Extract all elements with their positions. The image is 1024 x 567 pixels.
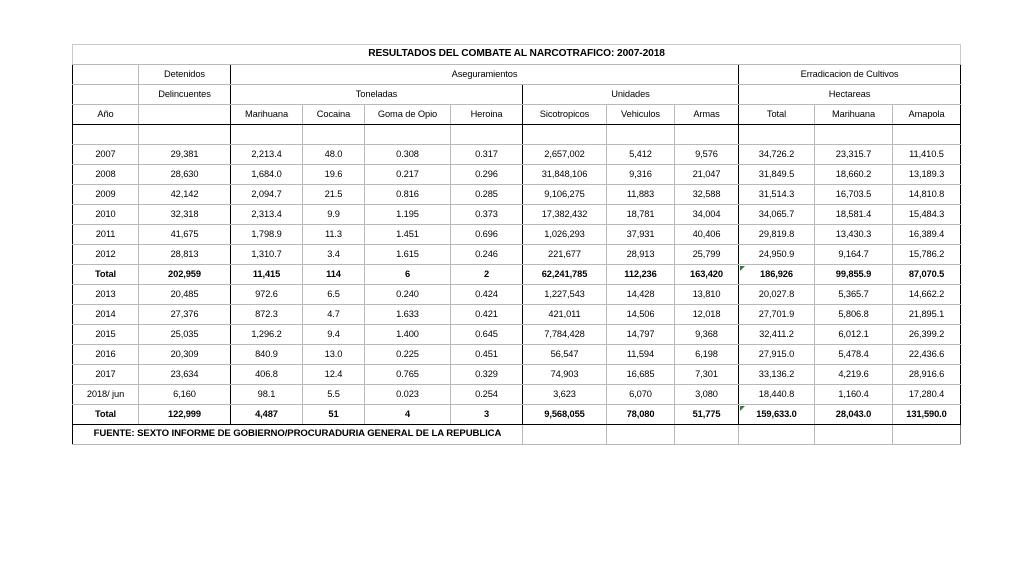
- cell-value: 5,412: [607, 145, 675, 165]
- cell-value: 34,065.7: [739, 205, 815, 225]
- cell-value: 11.3: [303, 225, 365, 245]
- cell-value: 0.329: [451, 365, 523, 385]
- spacer-cell: [815, 125, 893, 145]
- cell-value: 1,798.9: [231, 225, 303, 245]
- cell-value: 24,950.9: [739, 245, 815, 265]
- spacer-cell: [73, 125, 139, 145]
- cell-value: 0.373: [451, 205, 523, 225]
- cell-value: 14,662.2: [893, 285, 961, 305]
- source-blank-cell: [893, 425, 961, 445]
- cell-value: 18,440.8: [739, 385, 815, 405]
- cell-value: 5.5: [303, 385, 365, 405]
- row-label-2017: 2017: [73, 365, 139, 385]
- header-group-erradicacion: Erradicacion de Cultivos: [739, 65, 961, 85]
- cell-value: 421,011: [523, 305, 607, 325]
- cell-value: 1,160.4: [815, 385, 893, 405]
- cell-value: 6: [365, 265, 451, 285]
- table-row: [73, 225, 961, 245]
- spacer-cell: [451, 125, 523, 145]
- spacer-cell: [675, 125, 739, 145]
- header-group-detenidos: Detenidos: [139, 65, 231, 85]
- cell-value: 0.217: [365, 165, 451, 185]
- cell-value: 163,420: [675, 265, 739, 285]
- cell-value: 4.7: [303, 305, 365, 325]
- cell-value: 1.451: [365, 225, 451, 245]
- cell-value: 5,478.4: [815, 345, 893, 365]
- header-col-uni-vehiculos: Vehiculos: [607, 105, 675, 125]
- cell-value: 872.3: [231, 305, 303, 325]
- cell-value: 98.1: [231, 385, 303, 405]
- header-unit-row: [73, 85, 961, 105]
- cell-value: 33,136.2: [739, 365, 815, 385]
- cell-value: 2,657,002: [523, 145, 607, 165]
- cell-value: 0.254: [451, 385, 523, 405]
- cell-value: 12.4: [303, 365, 365, 385]
- cell-value: 0.645: [451, 325, 523, 345]
- source-blank-cell: [523, 425, 607, 445]
- cell-value: 12,018: [675, 305, 739, 325]
- cell-value: 13,430.3: [815, 225, 893, 245]
- cell-value: 0.246: [451, 245, 523, 265]
- header-col-hec-amapola: Amapola: [893, 105, 961, 125]
- table-row: [73, 245, 961, 265]
- cell-value: 29,381: [139, 145, 231, 165]
- cell-value: 9,164.7: [815, 245, 893, 265]
- cell-value: 9,316: [607, 165, 675, 185]
- cell-value: 37,931: [607, 225, 675, 245]
- source-blank-cell: [739, 425, 815, 445]
- cell-value: 28,913: [607, 245, 675, 265]
- cell-value: 5,806.8: [815, 305, 893, 325]
- table-row: [73, 165, 961, 185]
- cell-value: 20,485: [139, 285, 231, 305]
- cell-value: 27,376: [139, 305, 231, 325]
- cell-value: 28,916.6: [893, 365, 961, 385]
- cell-value: 11,415: [231, 265, 303, 285]
- cell-value: 21,047: [675, 165, 739, 185]
- cell-value: 18,781: [607, 205, 675, 225]
- spacer-cell: [893, 125, 961, 145]
- cell-value: 17,382,432: [523, 205, 607, 225]
- table-row: [73, 365, 961, 385]
- cell-value: 16,685: [607, 365, 675, 385]
- cell-value: 6,070: [607, 385, 675, 405]
- row-label-2008: 2008: [73, 165, 139, 185]
- cell-value: 2,313.4: [231, 205, 303, 225]
- cell-value: 4: [365, 405, 451, 425]
- table-row: [73, 145, 961, 165]
- spacer-cell: [231, 125, 303, 145]
- header-col-ton-heroina: Heroina: [451, 105, 523, 125]
- cell-value: 0.296: [451, 165, 523, 185]
- source-blank-cell: [815, 425, 893, 445]
- header-col-uni-armas: Armas: [675, 105, 739, 125]
- cell-value: 74,903: [523, 365, 607, 385]
- cell-value: 26,399.2: [893, 325, 961, 345]
- header-group-row: [73, 65, 961, 85]
- cell-value: 9,106,275: [523, 185, 607, 205]
- cell-value: 2,094.7: [231, 185, 303, 205]
- cell-value: 202,959: [139, 265, 231, 285]
- cell-value: 0.424: [451, 285, 523, 305]
- error-flag-icon: [740, 266, 745, 271]
- cell-value: 25,799: [675, 245, 739, 265]
- cell-value: 1,227,543: [523, 285, 607, 305]
- cell-value: 22,436.6: [893, 345, 961, 365]
- cell-value: 159,633.0: [739, 405, 815, 425]
- cell-value: 14,506: [607, 305, 675, 325]
- cell-value: 27,701.9: [739, 305, 815, 325]
- source-blank-cell: [607, 425, 675, 445]
- cell-value: 18,660.2: [815, 165, 893, 185]
- cell-value: 1,684.0: [231, 165, 303, 185]
- cell-value: 0.225: [365, 345, 451, 365]
- spacer-cell: [365, 125, 451, 145]
- spacer-cell: [739, 125, 815, 145]
- cell-value: 186,926: [739, 265, 815, 285]
- cell-value: 31,514.3: [739, 185, 815, 205]
- cell-value: 406.8: [231, 365, 303, 385]
- row-label-2011: 2011: [73, 225, 139, 245]
- cell-value: 0.240: [365, 285, 451, 305]
- cell-value: 21.5: [303, 185, 365, 205]
- cell-value: 9.9: [303, 205, 365, 225]
- cell-value: 41,675: [139, 225, 231, 245]
- narcotrafico-results-table: [72, 44, 961, 445]
- cell-value: 0.317: [451, 145, 523, 165]
- cell-value: 20,027.8: [739, 285, 815, 305]
- cell-value: 34,726.2: [739, 145, 815, 165]
- cell-value: 0.421: [451, 305, 523, 325]
- cell-value: 18,581.4: [815, 205, 893, 225]
- cell-value: 20,309: [139, 345, 231, 365]
- cell-value: 7,301: [675, 365, 739, 385]
- cell-value: 6,160: [139, 385, 231, 405]
- cell-value: 0.308: [365, 145, 451, 165]
- source-note: FUENTE: SEXTO INFORME DE GOBIERNO/PROCURADURIA GENERAL DE LA REPUBLICA: [73, 425, 523, 445]
- header-col-ano: Año: [73, 105, 139, 125]
- table-title-row: [73, 45, 961, 65]
- cell-value: 51,775: [675, 405, 739, 425]
- cell-value: 7,784,428: [523, 325, 607, 345]
- cell-value: 0.451: [451, 345, 523, 365]
- table-body: [73, 145, 961, 425]
- cell-value: 1.615: [365, 245, 451, 265]
- header-sub-hectareas: Hectareas: [739, 85, 961, 105]
- spacer-cell: [523, 125, 607, 145]
- row-label-2016: 2016: [73, 345, 139, 365]
- row-label-2013: 2013: [73, 285, 139, 305]
- cell-value: 11,883: [607, 185, 675, 205]
- table-row: [73, 205, 961, 225]
- cell-value: 0.816: [365, 185, 451, 205]
- cell-value: 15,786.2: [893, 245, 961, 265]
- table-row: [73, 185, 961, 205]
- cell-value: 122,999: [139, 405, 231, 425]
- cell-value: 1,026,293: [523, 225, 607, 245]
- cell-value: 1.633: [365, 305, 451, 325]
- cell-value: 62,241,785: [523, 265, 607, 285]
- source-blank-cell: [675, 425, 739, 445]
- cell-value: 16,703.5: [815, 185, 893, 205]
- cell-value: 3.4: [303, 245, 365, 265]
- row-label-2009: 2009: [73, 185, 139, 205]
- cell-value: 17,280.4: [893, 385, 961, 405]
- cell-value: 31,849.5: [739, 165, 815, 185]
- header-unit-blank: [73, 85, 139, 105]
- cell-value: 56,547: [523, 345, 607, 365]
- cell-value: 9,368: [675, 325, 739, 345]
- cell-value: 48.0: [303, 145, 365, 165]
- cell-value: 4,219.6: [815, 365, 893, 385]
- cell-value: 3,623: [523, 385, 607, 405]
- cell-value: 21,895.1: [893, 305, 961, 325]
- cell-value: 131,590.0: [893, 405, 961, 425]
- row-label-total: Total: [73, 265, 139, 285]
- row-label-2014: 2014: [73, 305, 139, 325]
- cell-value: 0.285: [451, 185, 523, 205]
- cell-value: 99,855.9: [815, 265, 893, 285]
- table-row: [73, 285, 961, 305]
- cell-value: 6.5: [303, 285, 365, 305]
- cell-value: 9.4: [303, 325, 365, 345]
- cell-value: 3: [451, 405, 523, 425]
- source-row: [73, 425, 961, 445]
- cell-value: 3,080: [675, 385, 739, 405]
- row-label-2018-jun: 2018/ jun: [73, 385, 139, 405]
- cell-value: 29,819.8: [739, 225, 815, 245]
- header-col-ton-marihuana: Marihuana: [231, 105, 303, 125]
- cell-value: 114: [303, 265, 365, 285]
- table-row: [73, 345, 961, 365]
- cell-value: 13,189.3: [893, 165, 961, 185]
- row-label-2007: 2007: [73, 145, 139, 165]
- header-col-ton-cocaina: Cocaina: [303, 105, 365, 125]
- cell-value: 14,428: [607, 285, 675, 305]
- cell-value: 42,142: [139, 185, 231, 205]
- header-col-hec-total: Total: [739, 105, 815, 125]
- header-col-ton-goma-de-opio: Goma de Opio: [365, 105, 451, 125]
- cell-value: 5,365.7: [815, 285, 893, 305]
- cell-value: 87,070.5: [893, 265, 961, 285]
- cell-value: 1.400: [365, 325, 451, 345]
- cell-value: 27,915.0: [739, 345, 815, 365]
- cell-value: 23,315.7: [815, 145, 893, 165]
- cell-value: 4,487: [231, 405, 303, 425]
- cell-value: 972.6: [231, 285, 303, 305]
- cell-value: 14,810.8: [893, 185, 961, 205]
- cell-value: 16,389.4: [893, 225, 961, 245]
- cell-value: 32,588: [675, 185, 739, 205]
- cell-value: 2,213.4: [231, 145, 303, 165]
- cell-value: 32,318: [139, 205, 231, 225]
- header-col-hec-marihuana: Marihuana: [815, 105, 893, 125]
- spacer-cell: [607, 125, 675, 145]
- page-title: RESULTADOS DEL COMBATE AL NARCOTRAFICO: 2007-2018: [73, 45, 961, 65]
- cell-value: 13,810: [675, 285, 739, 305]
- header-col-delincuentes-blank: [139, 105, 231, 125]
- cell-value: 9,568,055: [523, 405, 607, 425]
- header-sub-toneladas: Toneladas: [231, 85, 523, 105]
- cell-value: 221,677: [523, 245, 607, 265]
- header-corner-blank: [73, 65, 139, 85]
- cell-value: 15,484.3: [893, 205, 961, 225]
- header-sub-delincuentes: Delincuentes: [139, 85, 231, 105]
- spacer-row: [73, 125, 961, 145]
- spreadsheet-sheet: [72, 44, 960, 445]
- table-row: [73, 265, 961, 285]
- row-label-2015: 2015: [73, 325, 139, 345]
- cell-value: 19.6: [303, 165, 365, 185]
- cell-value: 6,012.1: [815, 325, 893, 345]
- row-label-2010: 2010: [73, 205, 139, 225]
- table-row: [73, 325, 961, 345]
- cell-value: 6,198: [675, 345, 739, 365]
- spacer-cell: [139, 125, 231, 145]
- cell-value: 9,576: [675, 145, 739, 165]
- row-label-total: Total: [73, 405, 139, 425]
- cell-value: 0.765: [365, 365, 451, 385]
- header-column-row: [73, 105, 961, 125]
- header-sub-unidades: Unidades: [523, 85, 739, 105]
- table-row: [73, 405, 961, 425]
- cell-value: 112,236: [607, 265, 675, 285]
- cell-value: 0.696: [451, 225, 523, 245]
- cell-value: 78,080: [607, 405, 675, 425]
- row-label-2012: 2012: [73, 245, 139, 265]
- cell-value: 23,634: [139, 365, 231, 385]
- cell-value: 13.0: [303, 345, 365, 365]
- error-flag-icon: [740, 406, 745, 411]
- cell-value: 32,411.2: [739, 325, 815, 345]
- cell-value: 28,630: [139, 165, 231, 185]
- cell-value: 34,004: [675, 205, 739, 225]
- cell-value: 0.023: [365, 385, 451, 405]
- cell-value: 11,410.5: [893, 145, 961, 165]
- cell-value: 51: [303, 405, 365, 425]
- cell-value: 840.9: [231, 345, 303, 365]
- header-group-aseguramientos: Aseguramientos: [231, 65, 739, 85]
- cell-value: 25,035: [139, 325, 231, 345]
- cell-value: 40,406: [675, 225, 739, 245]
- cell-value: 28,813: [139, 245, 231, 265]
- spacer-cell: [303, 125, 365, 145]
- cell-value: 28,043.0: [815, 405, 893, 425]
- table-row: [73, 305, 961, 325]
- cell-value: 2: [451, 265, 523, 285]
- cell-value: 11,594: [607, 345, 675, 365]
- cell-value: 14,797: [607, 325, 675, 345]
- cell-value: 1.195: [365, 205, 451, 225]
- header-col-uni-sicotropicos: Sicotropicos: [523, 105, 607, 125]
- cell-value: 1,310.7: [231, 245, 303, 265]
- cell-value: 31,848,106: [523, 165, 607, 185]
- cell-value: 1,296.2: [231, 325, 303, 345]
- table-row: [73, 385, 961, 405]
